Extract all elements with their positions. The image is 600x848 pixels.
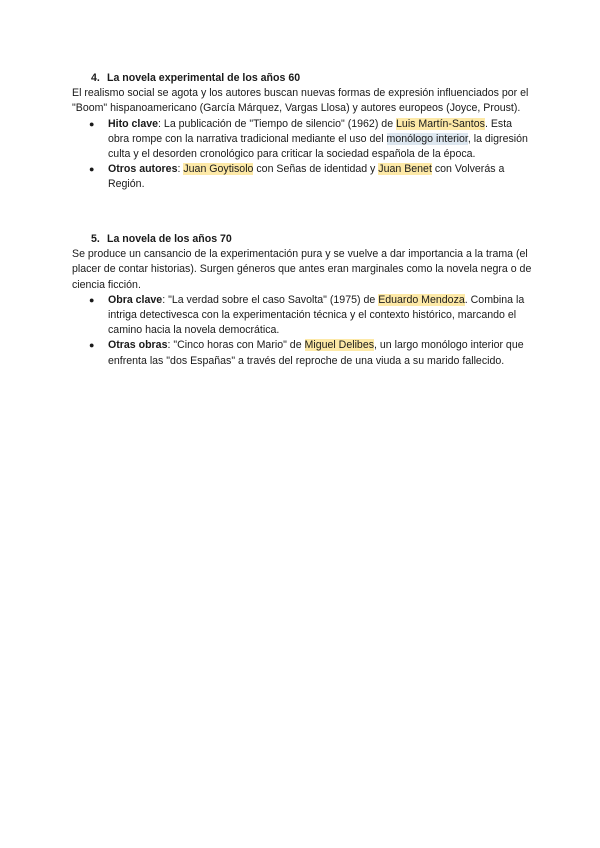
list-item [72,117,532,163]
item-text: . Esta obra rompe con la narrativa tradicional mediante el uso del [108,117,513,145]
item-label: Obra clave [108,293,163,306]
item-text: : La publicación de "Tiempo de silencio" (1962) de [158,117,397,130]
item-text: . Combina la intriga detectivesca con la experimentación técnica y el contexto histórico, marcando el camino hacia la novela democrática. [108,293,525,337]
item-text: : "Cinco horas con Mario" de [167,339,305,352]
item-text: con Volverás a Región. [108,163,505,191]
section-title: La novela experimental de los años 60 [107,72,301,84]
bullet-list [72,293,532,369]
item-label: Otros autores [108,163,178,176]
section-number: 5. [91,233,100,245]
item-text: : [177,163,184,176]
bullet-icon: ● [89,118,95,129]
bullet-icon: ● [89,164,95,175]
highlighted-author: Eduardo Mendoza [378,293,465,306]
section-intro: Se produce un cansancio de la experimentación pura y se vuelve a dar importancia a la trama (el placer de contar historias). Surgen géneros que antes eran marginales como la novela negra o de ciencia ficción. [72,248,532,291]
item-text: , la digresión culta y el desorden cronológico para criticar la sociedad española de la época. [108,132,528,160]
list-item [72,162,532,192]
section-title: La novela de los años 70 [107,233,232,245]
highlighted-term: monólogo interior [386,132,468,145]
list-item [72,293,532,339]
item-label: Otras obras [108,339,168,352]
section-heading [72,232,532,247]
bullet-icon: ● [89,340,95,351]
highlighted-author: Juan Goytisolo [183,163,254,176]
item-text: con Señas de identidad y [253,163,379,176]
item-text: , un largo monólogo interior que enfrenta las "dos Españas" a través del reproche de una viuda a su marido fallecido. [108,339,524,367]
section-4 [72,71,532,193]
section-5 [72,232,532,369]
highlighted-author: Miguel Delibes [304,339,375,352]
item-text: : "La verdad sobre el caso Savolta" (1975) de [162,293,379,306]
item-label: Hito clave [108,117,159,130]
list-item [72,338,532,368]
bullet-list [72,117,532,193]
section-heading [72,71,532,86]
section-intro: El realismo social se agota y los autores buscan nuevas formas de expresión influenciados por el "Boom" hispanoamericano (García Márquez, Vargas Llosa) y autores europeos (Joyce, Proust). [72,87,529,115]
bullet-icon: ● [89,294,95,305]
section-number: 4. [91,72,100,84]
highlighted-author: Juan Benet [378,163,432,176]
highlighted-author: Luis Martín-Santos [396,117,485,130]
